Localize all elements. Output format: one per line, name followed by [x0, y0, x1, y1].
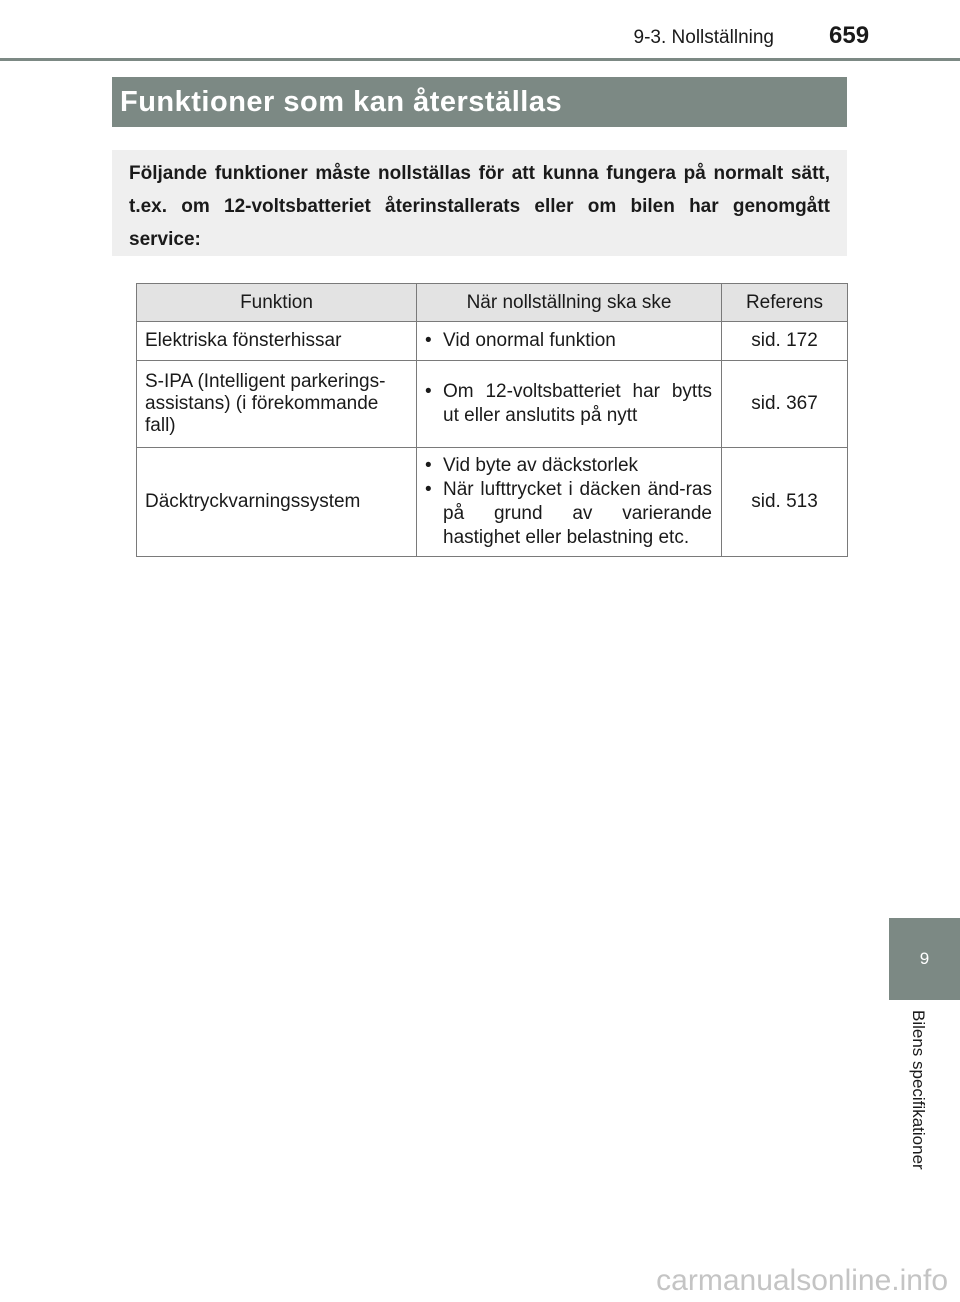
chapter-number: 9	[919, 949, 930, 968]
intro-text-box	[112, 150, 847, 256]
table-header-cell: När nollställning ska ske	[417, 284, 722, 322]
bullet-item: • Om 12-voltsbatteriet har bytts ut eller anslutits på nytt	[425, 381, 712, 426]
function-cell: S-IPA (Intelligent parkerings-assistans) (i förekommande fall)	[137, 361, 417, 448]
table-header-cell: Funktion	[137, 284, 417, 322]
bullet-item: • Vid byte av däckstorlek	[425, 455, 639, 476]
header-divider	[0, 58, 960, 61]
watermark: carmanualsonline.info	[656, 1264, 948, 1297]
chapter-tab	[889, 918, 960, 1000]
bullet-icon: •	[425, 330, 432, 351]
table-header-cell: Referens	[722, 284, 848, 322]
bullet-item: • Vid onormal funktion	[425, 330, 616, 351]
intro-text: Följande funktioner måste nollställas för att kunna fungera på normalt sätt, t.ex. om 12-voltsbatteriet återinstallerats eller om bilen har genomgått service:	[129, 163, 830, 250]
section-title: Funktioner som kan återställas	[120, 85, 563, 118]
chapter-label: Bilens specifikationer	[909, 1010, 928, 1170]
reference-cell: sid. 513	[722, 448, 848, 557]
when-cell	[417, 322, 722, 361]
reference-cell: sid. 367	[722, 361, 848, 448]
header-section-title: 9-3. Nollställning	[633, 27, 774, 48]
when-cell	[417, 448, 722, 557]
function-cell: Elektriska fönsterhissar	[137, 322, 417, 361]
function-cell: Däcktryckvarningssystem	[137, 448, 417, 557]
reference-cell: sid. 172	[722, 322, 848, 361]
table-row	[137, 448, 848, 557]
bullet-icon: •	[425, 381, 432, 402]
bullet-icon: •	[425, 455, 432, 476]
bullet-item: • När lufttrycket i däcken änd-ras på grund av varierande hastighet eller belastning etc.	[425, 479, 712, 548]
when-cell	[417, 361, 722, 448]
section-title-banner	[112, 77, 847, 127]
bullet-icon: •	[425, 479, 432, 500]
table-row	[137, 361, 848, 448]
table-row	[137, 322, 848, 361]
page-number: 659	[829, 22, 870, 49]
table-header-row	[137, 284, 848, 322]
reset-functions-table	[136, 283, 848, 557]
